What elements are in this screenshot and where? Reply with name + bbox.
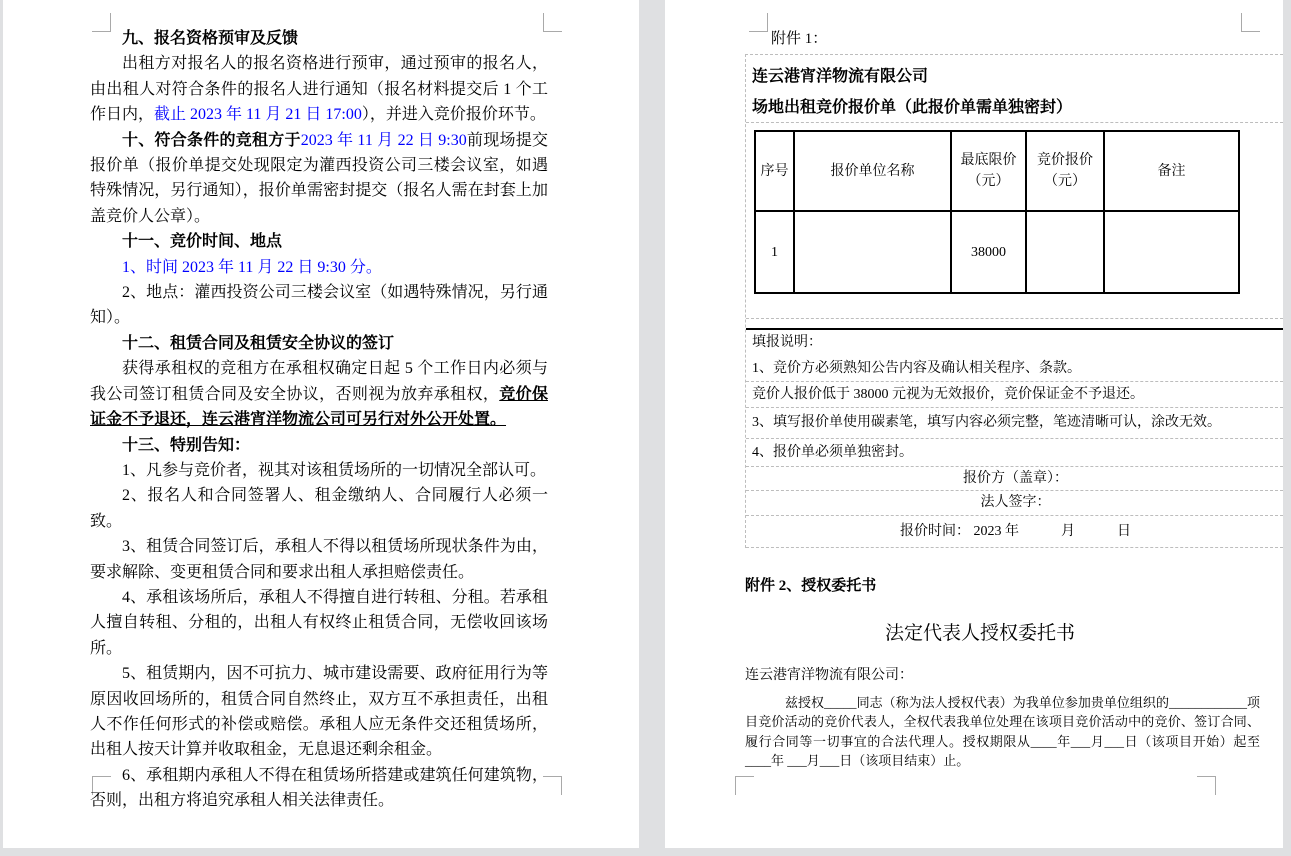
quote-table-header-cell: 备注 <box>1104 131 1239 211</box>
quote-table-cell <box>1026 211 1104 293</box>
quote-table-region <box>746 130 1283 319</box>
text-run: 九、报名资格预审及反馈 <box>122 30 299 47</box>
paragraph <box>90 534 548 585</box>
note-line: 法人签字： <box>980 495 1051 510</box>
quote-table-header-cell: 最底限价（元） <box>951 131 1026 211</box>
quote-table-cell: 38000 <box>951 211 1026 293</box>
paragraph <box>90 51 548 127</box>
attachment1-form <box>745 54 1283 548</box>
quote-table-header-cell: 报价单位名称 <box>794 131 951 211</box>
note-row <box>746 467 1283 491</box>
quote-table-cell <box>794 211 951 293</box>
paragraph <box>90 128 548 230</box>
paragraph <box>90 661 548 763</box>
paragraph <box>90 458 548 483</box>
text-run: 获得承租权的竞租方在承租权确定日起 5 个工作日内必须与我公司签订租赁合同及安全协议，否则视为放弃承租权， <box>90 360 548 403</box>
text-run: 2、地点：灌西投资公司三楼会议室（如遇特殊情况，另行通知）。 <box>90 284 548 327</box>
text-run: ），并进入竞价报价环节。 <box>361 106 546 124</box>
text-run: 1、凡参与竞价者，视其对该租赁场所的一切情况全部认可。 <box>122 461 547 479</box>
text-run: 1、时间 2023 年 11 月 22 日 9:30 分。 <box>122 258 382 276</box>
attachment2-heading: 附件 2、授权委托书 <box>745 578 877 594</box>
note-line: 1、竞价方必须熟知公告内容及确认相关程序、条款。 <box>752 360 1081 376</box>
text-run: 前现场提交报价单（报价单提交处现限定为灌西投资公司三楼会议室，如遇特殊情况，另行通知），报价单需密封提交（报名人需在封套上加盖竞价人公章）。 <box>90 131 548 225</box>
text-run: 3、租赁合同签订后，承租人不得以租赁场所现状条件为由，要求解除、变更租赁合同和要求出租人承担赔偿责任。 <box>90 538 548 581</box>
note-line: 报价时间： 2023 年 月 日 <box>900 524 1131 539</box>
paragraph <box>90 229 548 254</box>
paragraph <box>90 255 548 280</box>
note-line: 3、填写报价单使用碳素笔，填写内容必须完整，笔迹清晰可认，涂改无效。 <box>752 415 1221 430</box>
paragraph <box>90 356 548 432</box>
poa-body: 兹授权_____同志（称为法人授权代表）为我单位参加贵单位组织的____________项目竞价活动的竞价代表人，全权代表我单位处理在该项目竞价活动中的竞价、签订合同、履行合同等一切事宜的合法代理人。授权期限从____年___月___日（该项目开始）起至____年 ___月___日（该项目结束）止。 <box>745 695 1260 769</box>
poa-salutation: 连云港宵洋物流有限公司： <box>745 668 913 683</box>
text-run: 5、租赁期内，因不可抗力、城市建设需要、政府征用行为等原因收回场所的，租赁合同自然终止，双方互不承担责任，出租人不作任何形式的补偿或赔偿。承租人应无条件交还租赁场所，出租人按天计算并收取租金，无息退还剩余租金。 <box>90 665 548 759</box>
attachment1-label: 附件 1： <box>771 31 828 47</box>
quote-table-header-cell: 序号 <box>755 131 794 211</box>
paragraph <box>90 331 548 356</box>
paragraph <box>90 585 548 661</box>
text-run: 6、承租期内承租人不得在租赁场所搭建或建筑任何建筑物，否则，出租方将追究承租人相关法律责任。 <box>90 766 548 810</box>
company-name: 连云港宵洋物流有限公司 <box>752 68 929 85</box>
quote-table-header-cell: 竞价报价（元） <box>1026 131 1104 211</box>
text-boundary-mark <box>749 13 768 32</box>
note-line: 4、报价单必须单独密封。 <box>752 444 913 460</box>
note-line: 填报说明： <box>752 334 822 350</box>
note-row <box>746 439 1283 467</box>
text-run: 出租方对报名人的报名资格进行预审，通过预审的报名人，由出租人对符合条件的报名人进行通知（报名材料提交后 1 个工作日内， <box>90 55 548 124</box>
spacer-row <box>746 319 1283 328</box>
text-boundary-mark <box>735 776 754 795</box>
note-row <box>746 516 1283 548</box>
note-row <box>746 491 1283 516</box>
text-run: 十二、租赁合同及租赁安全协议的签订 <box>122 334 395 352</box>
paragraph <box>90 26 548 51</box>
note-row <box>746 408 1283 439</box>
text-run: 十、符合条件的竞租方于 <box>122 131 301 149</box>
text-run: 竞价保证金不予退还，连云港宵洋物流公司可另行对外公开处置。 <box>90 385 548 429</box>
text-run: 4、承租该场所后，承租人不得擅自进行转租、分租。若承租人擅自转租、分租的，出租人有权终止租赁合同，无偿收回该场所。 <box>90 588 548 657</box>
text-run: 十一、竞价时间、地点 <box>122 233 283 251</box>
attachment1-title <box>746 55 1283 123</box>
note-line: 报价方（盖章）： <box>963 471 1068 486</box>
paragraph <box>90 433 548 458</box>
quote-table-body <box>755 211 1239 293</box>
text-run: 2023 年 11 月 22 日 9:30 <box>300 131 467 149</box>
paragraph <box>90 483 548 534</box>
left-page-text <box>90 26 548 814</box>
text-run: 截止 2023 年 11 月 21 日 17:00 <box>154 106 362 124</box>
note-row <box>746 382 1283 408</box>
quote-table-header-row <box>755 131 1239 211</box>
note-line: 竞价人报价低于 38000 元视为无效报价，竞价保证金不予退还。 <box>752 386 1144 402</box>
poa-title: 法定代表人授权委托书 <box>884 623 1075 644</box>
paragraph <box>90 280 548 331</box>
paragraph <box>90 763 548 814</box>
note-row <box>746 330 1283 382</box>
text-run: 十三、特别告知： <box>122 436 251 454</box>
page-right[interactable] <box>665 0 1283 848</box>
text-boundary-mark <box>1197 776 1216 795</box>
text-run: 2、报名人和合同签署人、租金缴纳人、合同履行人必须一致。 <box>90 487 548 530</box>
quote-table-row <box>755 211 1239 293</box>
form-title: 场地出租竞价报价单（此报价单需单独密封） <box>752 99 1073 116</box>
page-left[interactable] <box>3 0 639 848</box>
quote-table-cell: 1 <box>755 211 794 293</box>
quote-table <box>754 130 1240 294</box>
quote-table-cell <box>1104 211 1239 293</box>
text-boundary-mark <box>1241 13 1260 32</box>
filling-notes <box>746 328 1283 548</box>
